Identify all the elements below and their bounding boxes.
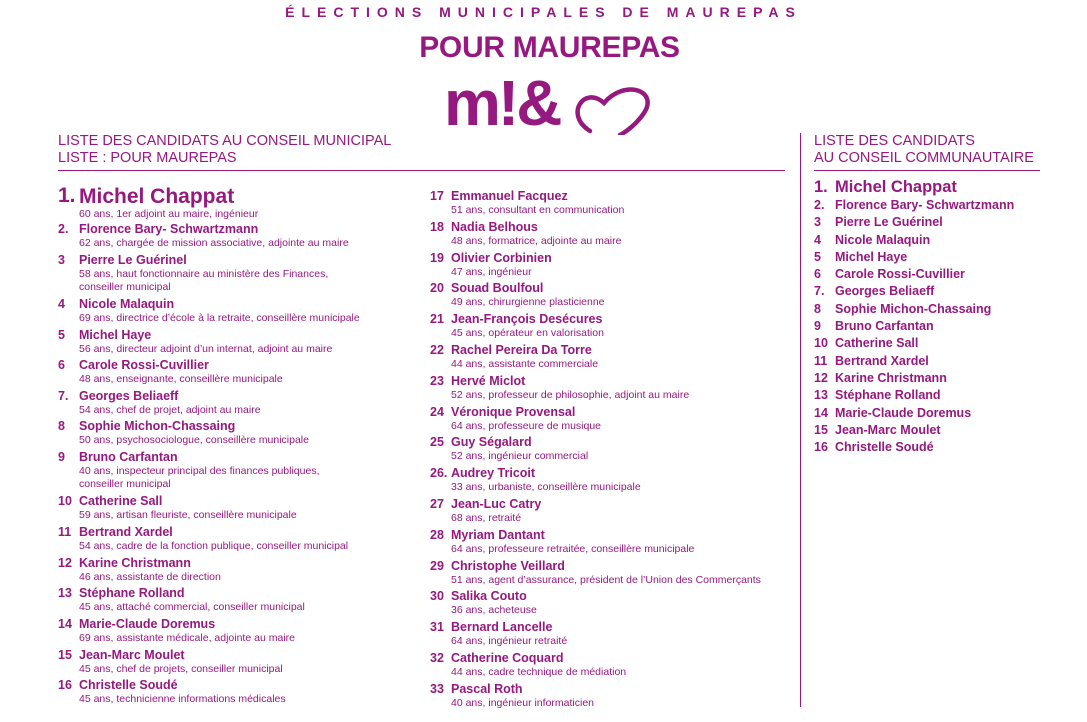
candidate-number: 28 (430, 527, 444, 542)
list-item (58, 524, 418, 555)
candidate-number: 23 (430, 373, 444, 388)
column-divider (800, 133, 801, 707)
candidate-name: Bernard Lancelle (451, 620, 553, 635)
candidate-name: Sophie Michon-Chassaing (79, 419, 236, 433)
candidate-desc: 54 ans, chef de projet, adjoint au maire (79, 403, 261, 416)
candidate-desc: 52 ans, professeur de philosophie, adjoint au maire (451, 388, 690, 401)
list-item (430, 373, 790, 404)
candidate-name: Véronique Provensal (451, 404, 576, 419)
list-item (814, 422, 1054, 439)
candidate-desc: 45 ans, opérateur en valorisation (451, 327, 604, 340)
candidate-number: 9 (814, 319, 821, 334)
list-item (58, 647, 418, 678)
list-item (58, 449, 418, 493)
candidate-number: 27 (430, 496, 444, 511)
candidate-number: 20 (430, 281, 444, 296)
municipal-header-rule (58, 170, 785, 171)
list-item (814, 232, 1054, 249)
candidate-number: 11 (58, 524, 72, 539)
candidate-desc: 68 ans, retraité (451, 511, 522, 524)
candidate-desc: 51 ans, consultant en communication (451, 204, 625, 216)
candidate-desc: 58 ans, haut fonctionnaire au ministère des Finances, conseiller municipal (79, 267, 329, 293)
candidate-name: Christelle Soudé (79, 678, 178, 692)
candidate-name: Stéphane Rolland (79, 586, 185, 600)
list-item (814, 387, 1054, 404)
list-item (814, 178, 1054, 197)
candidate-desc: 45 ans, attaché commercial, conseiller municipal (79, 601, 305, 613)
municipal-header-line2: LISTE : POUR MAUREPAS (58, 150, 237, 166)
candidate-name: Pierre Le Guérinel (835, 215, 943, 230)
candidate-number: 2. (814, 198, 825, 212)
candidate-desc: 56 ans, directeur adjoint d’un internat, adjoint au maire (79, 342, 333, 355)
candidate-desc: 69 ans, assistante médicale, adjointe au maire (79, 631, 295, 644)
candidate-name: Sophie Michon-Chassaing (835, 301, 992, 316)
candidate-desc: 44 ans, cadre technique de médiation (451, 665, 627, 678)
list-item (430, 434, 790, 465)
list-item (814, 370, 1054, 387)
candidate-number: 8 (814, 301, 821, 316)
candidate-number: 32 (430, 650, 444, 665)
candidate-desc: 46 ans, assistante de direction (79, 570, 221, 583)
candidate-name: Nicole Malaquin (79, 297, 175, 311)
candidate-number: 15 (58, 647, 72, 662)
candidate-number: 25 (430, 435, 444, 450)
candidate-name: Carole Rossi-Cuvillier (835, 267, 965, 282)
candidate-number: 21 (430, 312, 444, 327)
candidate-name: Pierre Le Guérinel (79, 252, 187, 267)
candidate-desc: 40 ans, ingénieur informaticien (451, 696, 595, 709)
list-item (430, 496, 790, 527)
candidate-number: 3 (814, 215, 821, 230)
candidate-name: Rachel Pereira Da Torre (451, 342, 592, 357)
list-item (814, 266, 1054, 283)
candidate-desc: 48 ans, enseignante, conseillère municipale (79, 373, 283, 385)
candidate-number: 13 (58, 586, 72, 600)
candidate-number: 30 (430, 589, 444, 604)
candidate-desc: 45 ans, chef de projets, conseiller municipal (79, 662, 283, 675)
candidate-desc: 33 ans, urbaniste, conseillère municipale (451, 481, 641, 494)
candidate-number: 12 (814, 370, 828, 385)
candidate-desc: 62 ans, chargée de mission associative, adjointe au maire (79, 237, 349, 249)
candidate-name: Jean-Marc Moulet (835, 422, 941, 437)
municipal-list-header (58, 133, 391, 167)
candidate-name: Salika Couto (451, 589, 527, 604)
candidate-name: Nadia Belhous (451, 219, 538, 234)
list-item (58, 357, 418, 388)
candidate-name: Olivier Corbinien (451, 250, 552, 265)
candidate-number: 14 (58, 616, 72, 631)
candidate-number: 17 (430, 189, 444, 203)
candidate-desc: 40 ans, inspecteur principal des finances publiques, conseiller municipal (79, 464, 320, 490)
candidate-desc: 69 ans, directrice d’école à la retraite, conseillère municipale (79, 312, 360, 324)
list-item (430, 527, 790, 558)
list-item (430, 588, 790, 619)
list-item (58, 221, 418, 252)
candidate-number: 4 (814, 232, 821, 247)
candidate-desc: 50 ans, psychosociologue, conseillère municipale (79, 434, 309, 446)
candidate-number: 5 (814, 249, 821, 264)
municipal-header-line1: LISTE DES CANDIDATS AU CONSEIL MUNICIPAL (58, 133, 392, 149)
candidate-name: Christophe Veillard (451, 558, 565, 573)
candidate-name: Bruno Carfantan (79, 449, 178, 464)
candidate-desc: 64 ans, ingénieur retraité (451, 635, 568, 648)
list-item (58, 585, 418, 616)
candidate-desc: 47 ans, ingénieur (451, 265, 532, 278)
candidate-number: 13 (814, 388, 828, 403)
candidate-name: Michel Haye (835, 249, 908, 264)
list-item (814, 283, 1054, 300)
list-item (58, 418, 418, 449)
list-item (814, 214, 1054, 231)
candidate-name: Bertrand Xardel (79, 524, 173, 539)
list-item (814, 301, 1054, 318)
heart-icon (578, 90, 648, 135)
candidate-desc: 44 ans, assistante commerciale (451, 357, 599, 370)
candidate-name: Jean-Marc Moulet (79, 647, 185, 662)
candidate-number: 6 (58, 358, 65, 372)
candidate-number: 26. (430, 466, 448, 481)
list-item (814, 405, 1054, 422)
communautaire-candidates (814, 178, 1054, 456)
list-item (58, 555, 418, 586)
list-item (814, 353, 1054, 370)
candidate-name: Catherine Sall (835, 336, 919, 351)
candidate-name: Michel Chappat (835, 178, 957, 196)
candidate-name: Catherine Coquard (451, 650, 564, 665)
list-item (58, 327, 418, 358)
candidate-desc: 48 ans, formatrice, adjointe au maire (451, 234, 622, 247)
list-item (58, 252, 418, 297)
candidate-name: Michel Haye (79, 327, 152, 342)
candidate-number: 16 (814, 440, 828, 455)
candidate-desc: 36 ans, acheteuse (451, 604, 537, 617)
list-item (430, 219, 790, 250)
candidate-name: Souad Boulfoul (451, 281, 544, 296)
list-item (430, 650, 790, 681)
candidate-name: Pascal Roth (451, 681, 523, 696)
candidate-name: Nicole Malaquin (835, 232, 931, 247)
list-item (430, 465, 790, 496)
candidate-number: 8 (58, 419, 65, 433)
candidate-desc: 45 ans, technicienne informations médicales (79, 693, 286, 705)
candidate-number: 9 (58, 449, 65, 464)
party-logo (444, 75, 656, 135)
list-item (58, 186, 418, 221)
candidate-number: 24 (430, 404, 444, 419)
communautaire-header-line1: LISTE DES CANDIDATS (814, 133, 975, 149)
candidate-number: 12 (58, 555, 72, 570)
candidate-number: 6 (814, 267, 821, 282)
candidate-name: Jean-François Desécures (451, 312, 603, 327)
candidate-name: Bruno Carfantan (835, 319, 934, 334)
candidate-desc: 64 ans, professeure de musique (451, 419, 602, 432)
candidate-name: Florence Bary- Schwartzmann (79, 222, 259, 236)
list-title: POUR MAUREPAS (419, 31, 680, 64)
communautaire-header-rule (814, 170, 1040, 171)
list-item (430, 188, 790, 219)
list-item (814, 335, 1054, 352)
list-item (430, 404, 790, 435)
candidate-desc: 59 ans, artisan fleuriste, conseillère municipale (79, 508, 297, 521)
list-item (430, 250, 790, 281)
candidate-name: Myriam Dantant (451, 527, 545, 542)
municipal-candidates-col1 (58, 186, 418, 707)
candidate-number: 7. (814, 284, 825, 299)
candidate-number: 16 (58, 678, 72, 692)
list-item (430, 619, 790, 650)
list-item (814, 439, 1054, 456)
candidate-name: Carole Rossi-Cuvillier (79, 358, 209, 372)
candidate-name: Marie-Claude Doremus (79, 616, 216, 631)
candidate-name: Marie-Claude Doremus (835, 405, 972, 420)
candidate-number: 14 (814, 405, 828, 420)
candidate-name: Karine Christmann (79, 555, 191, 570)
list-item (58, 296, 418, 327)
candidate-name: Emmanuel Facquez (451, 189, 568, 203)
candidate-number: 11 (814, 353, 828, 368)
list-item (814, 318, 1054, 335)
candidate-number: 29 (430, 558, 444, 573)
communautaire-list-header (814, 133, 1034, 167)
list-item (814, 249, 1054, 266)
candidate-name: Bertrand Xardel (835, 353, 929, 368)
candidate-desc: 52 ans, ingénieur commercial (451, 450, 589, 463)
candidate-name: Michel Chappat (79, 185, 235, 208)
candidate-number: 18 (430, 219, 444, 234)
list-item (58, 616, 418, 647)
list-item (814, 197, 1054, 214)
candidate-name: Guy Ségalard (451, 435, 532, 450)
candidate-desc: 49 ans, chirurgienne plasticienne (451, 296, 605, 309)
candidate-number: 19 (430, 250, 444, 265)
candidate-number: 15 (814, 422, 828, 437)
municipal-candidates-col2 (430, 188, 790, 711)
list-item (430, 342, 790, 373)
elections-heading: ÉLECTIONS MUNICIPALES DE MAUREPAS (285, 4, 802, 20)
candidate-number: 3 (58, 252, 65, 267)
candidate-number: 2. (58, 222, 69, 236)
list-item (430, 681, 790, 711)
candidate-name: Christelle Soudé (835, 440, 934, 455)
candidate-number: 1. (58, 184, 76, 207)
list-item (430, 311, 790, 342)
candidate-name: Jean-Luc Catry (451, 496, 542, 511)
candidate-name: Karine Christmann (835, 370, 947, 385)
candidate-name: Georges Beliaeff (835, 284, 935, 299)
candidate-name: Stéphane Rolland (835, 388, 941, 403)
candidate-desc: 60 ans, 1er adjoint au maire, ingénieur (79, 208, 259, 220)
candidate-number: 10 (58, 493, 72, 508)
candidate-name: Hervé Miclot (451, 373, 526, 388)
communautaire-header-line2: AU CONSEIL COMMUNAUTAIRE (814, 150, 1034, 166)
candidate-name: Georges Beliaeff (79, 388, 179, 403)
candidate-name: Audrey Tricoit (451, 466, 536, 481)
candidate-desc: 54 ans, cadre de la fonction publique, conseiller municipal (79, 539, 349, 552)
candidate-number: 22 (430, 342, 444, 357)
candidate-number: 10 (814, 336, 828, 351)
candidate-number: 5 (58, 327, 65, 342)
candidate-number: 7. (58, 388, 69, 403)
candidate-number: 33 (430, 681, 444, 696)
candidate-desc: 51 ans, agent d’assurance, président de l’Union des Commerçants (451, 573, 761, 586)
list-item (430, 280, 790, 311)
candidate-name: Florence Bary- Schwartzmann (835, 198, 1015, 212)
candidate-number: 31 (430, 620, 444, 635)
list-item (58, 493, 418, 524)
logo-text: m!& (444, 75, 560, 135)
list-item (58, 388, 418, 419)
candidate-name: Catherine Sall (79, 493, 163, 508)
list-item (58, 677, 418, 707)
candidate-number: 4 (58, 297, 65, 311)
candidate-desc: 64 ans, professeure retraitée, conseillère municipale (451, 542, 695, 555)
list-item (430, 558, 790, 589)
candidate-number: 1. (814, 178, 828, 196)
